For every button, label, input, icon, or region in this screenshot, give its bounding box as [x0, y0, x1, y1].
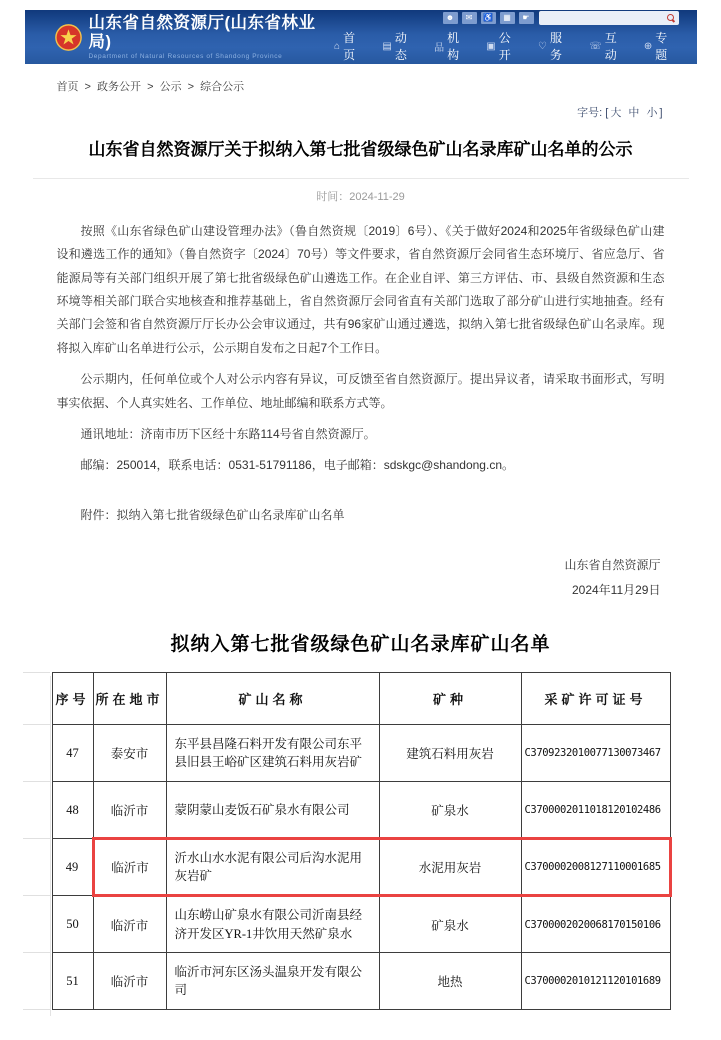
nav-special-icon: ⊕ — [643, 40, 653, 52]
font-size-close-bracket: ] — [659, 107, 663, 119]
font-size-open-bracket: [ — [605, 107, 609, 119]
nav-item-label: 公开 — [498, 31, 511, 62]
grid-icon[interactable]: ▦ — [500, 12, 515, 24]
table-column-header: 采矿许可证号 — [521, 673, 670, 725]
title-divider — [33, 178, 689, 179]
cell-mine-name: 山东崂山矿泉水有限公司沂南县经济开发区YR-1井饮用天然矿泉水 — [166, 896, 379, 953]
breadcrumb-separator: > — [184, 81, 198, 93]
site-brand[interactable] — [55, 14, 335, 59]
article-paragraph: 邮编：250014，联系电话：0531-51791186，电子邮箱：sdskgc@shandong.cn。 — [80, 458, 514, 473]
table-header — [52, 673, 670, 725]
nav-news-icon: ▤ — [382, 40, 392, 52]
nav-item-label: 互动 — [604, 31, 617, 62]
table-title: 拟纳入第七批省级绿色矿山名录库矿山名单 — [170, 634, 551, 656]
nav-home-icon: ⌂ — [334, 40, 341, 52]
header-right — [334, 11, 678, 63]
cell-city: 临沂市 — [93, 839, 166, 896]
nav-item-news[interactable] — [382, 29, 418, 63]
cell-license: C3700002020068170150106 — [521, 896, 670, 953]
cell-city: 临沂市 — [93, 953, 166, 1010]
breadcrumb-link[interactable]: 公示 — [159, 81, 182, 93]
attachment-line: 附件：拟纳入第七批省级绿色矿山名录库矿山名单 — [80, 507, 345, 522]
font-size-option-大[interactable]: 大 — [610, 107, 622, 119]
table-row-highlighted — [52, 839, 670, 896]
article-paragraph: 按照《山东省绿色矿山建设管理办法》（鲁自然资规〔2019〕6号）、《关于做好2024和2025年省级绿色矿山建设和遴选工作的通知》（鲁自然资字〔2024〕70号）等文件要求，省自然资源厅会同省生态环境厅、省应急厅、省能源局等有关部门组织开展了第七批省级绿色矿山遴选工作。在企业自评、第三方评估、市、县级自然资源和生态环境等相关部门联合实地核查和推荐基础上，省自然资源厅会同省直有关部门选取了部分矿山进行实地抽查。经有关部门会签和省自然资源厅厅长办公会审议通过，共有96家矿山通过遴选，拟纳入第七批省级绿色矿山名录库。现将拟入库矿山名单进行公示，公示期自发布之日起7个工作日。 — [56, 223, 665, 355]
cell-seq: 48 — [52, 782, 93, 839]
table-row — [52, 725, 670, 782]
site-subtitle: Department of Natural Resources of Shandong Province — [88, 52, 283, 60]
table-row — [52, 953, 670, 1010]
nav-item-label: 动态 — [394, 31, 407, 62]
cell-city: 泰安市 — [93, 725, 166, 782]
table-body — [52, 725, 670, 1010]
nav-item-service[interactable] — [538, 29, 573, 63]
table-column-header: 矿山名称 — [166, 673, 379, 725]
cell-seq: 50 — [52, 896, 93, 953]
cell-mineral: 地热 — [379, 953, 521, 1010]
cell-mine-name: 东平县昌隆石料开发有限公司东平县旧县王峪矿区建筑石料用灰岩矿 — [166, 725, 379, 782]
breadcrumb — [25, 64, 697, 94]
nav-item-home[interactable] — [334, 29, 366, 63]
article-paragraph: 公示期内，任何单位或个人对公示内容有异议，可反馈至省自然资源厅。提出异议者，请采取书面形式，写明事实依据、个人真实姓名、工作单位、地址邮编和联系方式等。 — [56, 372, 665, 410]
cell-mineral: 水泥用灰岩 — [379, 839, 521, 896]
search-box — [539, 11, 679, 25]
cell-city: 临沂市 — [93, 896, 166, 953]
nav-item-open[interactable] — [486, 29, 522, 63]
national-emblem-icon — [55, 24, 82, 51]
hand-icon[interactable]: ☛ — [519, 12, 534, 24]
search-icon[interactable] — [667, 14, 675, 22]
article-paragraph: 通讯地址：济南市历下区经十东路114号省自然资源厅。 — [80, 426, 376, 441]
table-wrapper — [52, 672, 697, 1010]
cell-mineral: 建筑石料用灰岩 — [379, 725, 521, 782]
table-column-header: 矿种 — [379, 673, 521, 725]
user-icon[interactable]: ☻ — [443, 12, 458, 24]
cell-license: C3700002011018120102486 — [521, 782, 670, 839]
publish-date — [25, 188, 697, 204]
cell-license: C3700002010121120101689 — [521, 953, 670, 1010]
site-header — [25, 10, 697, 64]
font-size-label: 字号: — [577, 107, 603, 119]
signature-org: 山东省自然资源厅 — [564, 558, 661, 573]
font-size-options — [608, 107, 659, 119]
cell-mine-name: 蒙阴蒙山麦饭石矿泉水有限公司 — [166, 782, 379, 839]
publish-date-label: 时间： — [316, 190, 350, 203]
breadcrumb-separator: > — [144, 81, 157, 93]
article-body — [25, 204, 697, 527]
nav-item-org[interactable] — [434, 29, 470, 63]
site-title: 山东省自然资源厅(山东省林业局) — [88, 14, 316, 51]
table-row — [52, 896, 670, 953]
signature-date: 2024年11月29日 — [571, 583, 661, 598]
cell-mineral: 矿泉水 — [379, 896, 521, 953]
font-size-option-小[interactable]: 小 — [646, 107, 658, 119]
header-utility-row — [443, 11, 679, 25]
nav-item-label: 服务 — [549, 31, 562, 62]
cell-mine-name: 沂水山水水泥有限公司后沟水泥用灰岩矿 — [166, 839, 379, 896]
brand-text — [89, 14, 335, 59]
cell-seq: 47 — [52, 725, 93, 782]
nav-open-icon: ▣ — [486, 40, 496, 52]
nav-item-interact[interactable] — [589, 29, 628, 63]
table-column-header: 所在地市 — [93, 673, 166, 725]
page-title: 山东省自然资源厅关于拟纳入第七批省级绿色矿山名录库矿山名单的公示 — [88, 140, 633, 159]
accessibility-icon[interactable]: ♿ — [481, 12, 496, 24]
table-header-row — [52, 673, 670, 725]
search-input[interactable] — [543, 12, 658, 24]
cell-license: C3709232010077130073467 — [521, 725, 670, 782]
cell-mine-name: 临沂市河东区汤头温泉开发有限公司 — [166, 953, 379, 1010]
quick-icons — [443, 12, 534, 24]
mail-icon[interactable]: ✉ — [462, 12, 477, 24]
mine-list-table — [52, 672, 672, 1010]
breadcrumb-link[interactable]: 首页 — [56, 81, 79, 93]
nav-interact-icon: ☏ — [589, 40, 602, 52]
nav-item-label: 机构 — [447, 31, 460, 62]
nav-item-label: 首页 — [343, 31, 356, 62]
nav-item-label: 专题 — [655, 31, 668, 62]
cell-mineral: 矿泉水 — [379, 782, 521, 839]
cell-seq: 49 — [52, 839, 93, 896]
table-column-header: 序号 — [52, 673, 93, 725]
page-container — [25, 10, 697, 1010]
nav-service-icon: ♡ — [537, 40, 547, 52]
breadcrumb-link[interactable]: 政务公开 — [97, 81, 142, 93]
table-row — [52, 782, 670, 839]
cell-city: 临沂市 — [93, 782, 166, 839]
font-size-option-中[interactable]: 中 — [628, 107, 640, 119]
breadcrumb-separator: > — [81, 81, 95, 93]
nav-item-special[interactable] — [644, 29, 679, 63]
signature-block — [25, 553, 697, 603]
nav-org-icon: 品 — [434, 42, 445, 54]
main-nav — [334, 29, 678, 63]
publish-date-value: 2024-11-29 — [349, 190, 405, 203]
font-size-control — [25, 94, 697, 120]
top-margin — [0, 0, 721, 10]
breadcrumb-link[interactable]: 综合公示 — [200, 81, 245, 93]
cell-seq: 51 — [52, 953, 93, 1010]
cell-license: C3700002008127110001685 — [521, 839, 670, 896]
